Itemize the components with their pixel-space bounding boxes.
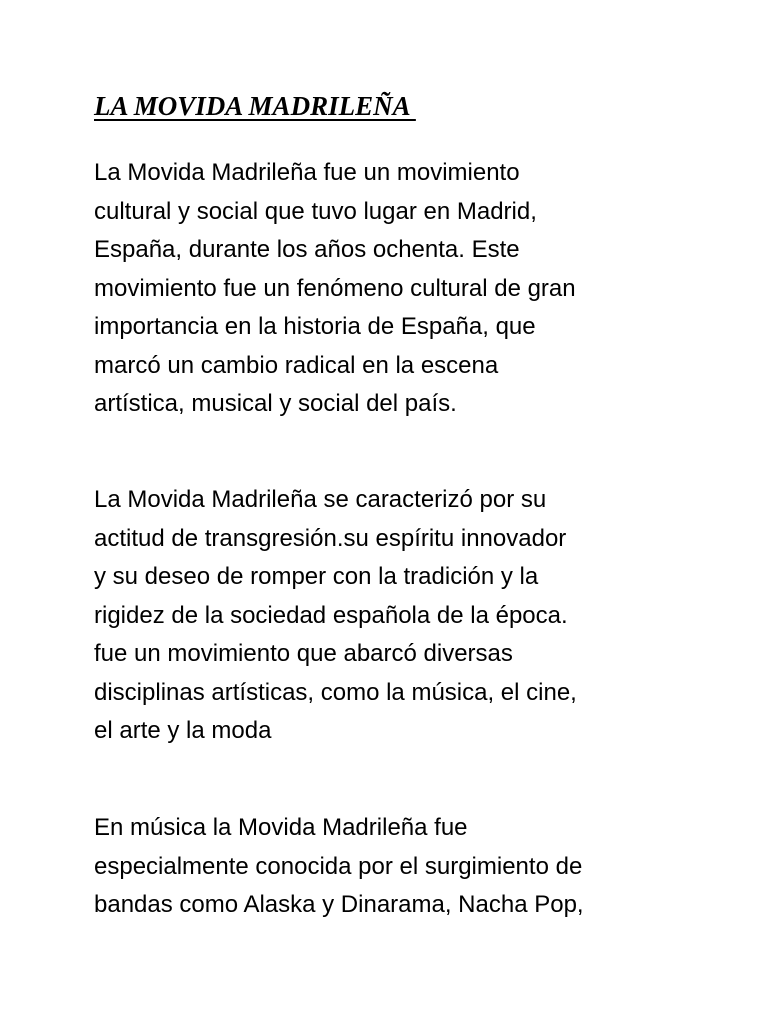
paragraph-characteristics bbox=[94, 481, 577, 751]
paragraph-line: La Movida Madrileña se caracterizó por su bbox=[94, 486, 547, 513]
paragraph-line: disciplinas artísticas, como la música, el cine, bbox=[94, 678, 577, 706]
paragraph-line: cultural y social que tuvo lugar en Madrid, bbox=[94, 197, 537, 225]
paragraph-line: España, durante los años ochenta. Este bbox=[94, 236, 520, 263]
paragraph-line: actitud de transgresión.su espíritu innovador bbox=[94, 524, 567, 552]
paragraph-line: artística, musical y social del país. bbox=[94, 390, 457, 417]
paragraph-line: y su deseo de romper con la tradición y la bbox=[94, 563, 539, 590]
paragraph-intro bbox=[94, 154, 576, 424]
paragraph-line: fue un movimiento que abarcó diversas bbox=[94, 640, 513, 667]
paragraph-line: rigidez de la sociedad española de la época. bbox=[94, 601, 568, 629]
paragraph-music bbox=[94, 809, 584, 925]
paragraph-line: especialmente conocida por el surgimiento de bbox=[94, 852, 583, 880]
document-title: LA MOVIDA MADRILEÑA bbox=[94, 91, 416, 121]
paragraph-line: movimiento fue un fenómeno cultural de gran bbox=[94, 274, 576, 302]
paragraph-line: el arte y la moda bbox=[94, 717, 272, 744]
paragraph-line: importancia en la historia de España, que bbox=[94, 313, 536, 340]
paragraph-line: bandas como Alaska y Dinarama, Nacha Pop, bbox=[94, 891, 584, 918]
paragraph-line: La Movida Madrileña fue un movimiento bbox=[94, 159, 520, 186]
paragraph-line: marcó un cambio radical en la escena bbox=[94, 351, 499, 379]
paragraph-line: En música la Movida Madrileña fue bbox=[94, 814, 468, 841]
